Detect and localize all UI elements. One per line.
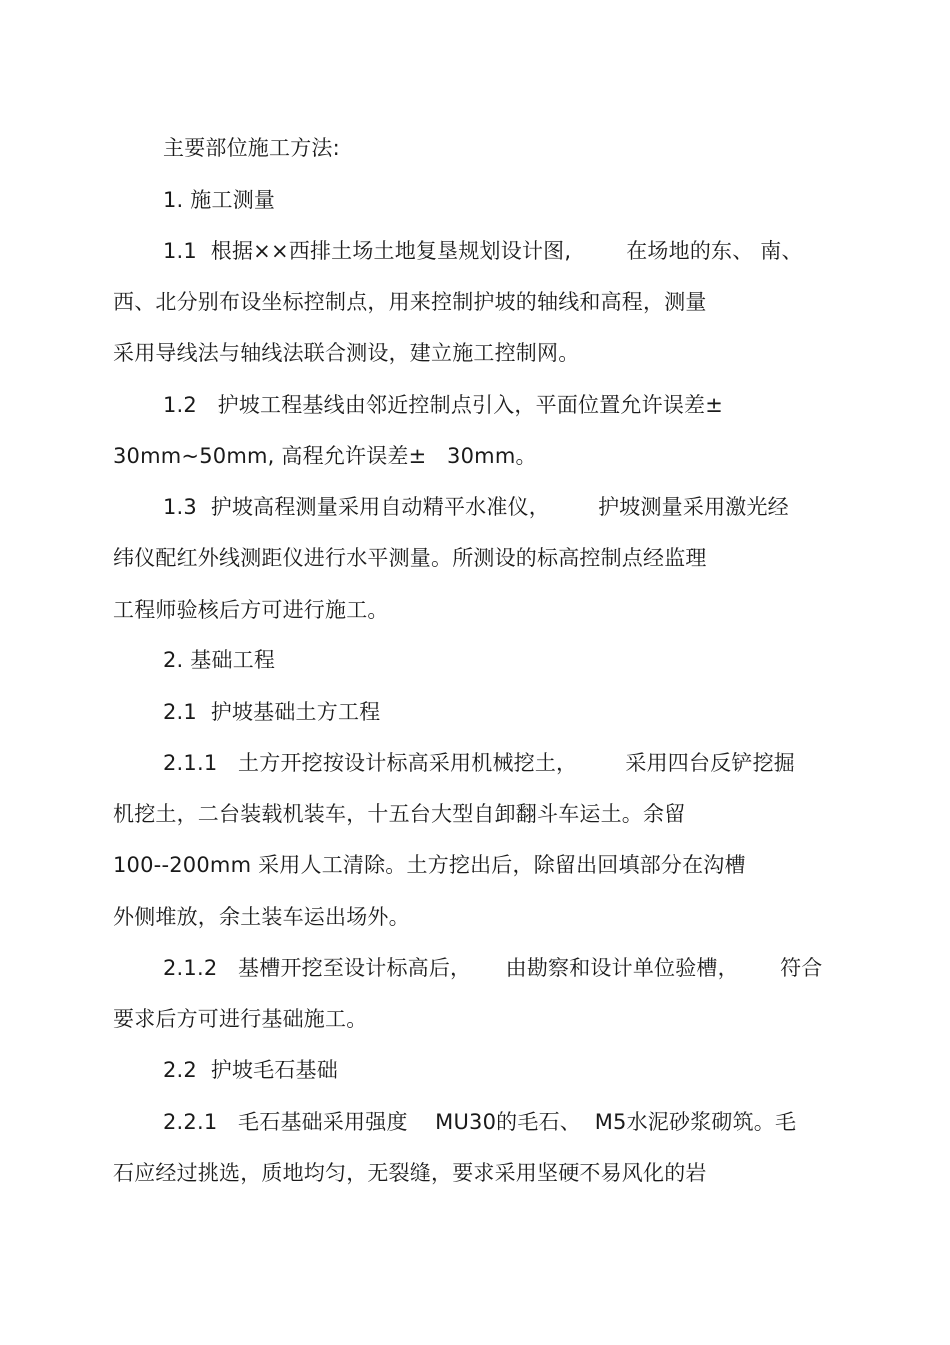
paragraph-line: 外侧堆放，余土装车运出场外。: [113, 905, 410, 929]
subheading-2-1: 2.1 护坡基础土方工程: [163, 700, 381, 724]
paragraph-line: 工程师验核后方可进行施工。: [113, 598, 389, 622]
paragraph-line: 30mm~50mm, 高程允许误差± 30mm。: [113, 444, 537, 468]
paragraph-line: 石应经过挑选，质地均匀，无裂缝，要求采用坚硬不易风化的岩: [113, 1161, 707, 1185]
heading-2-foundation: 2. 基础工程: [163, 648, 276, 672]
paragraph-line: 要求后方可进行基础施工。: [113, 1007, 368, 1031]
paragraph-line: 1.2 护坡工程基线由邻近控制点引入，平面位置允许误差±: [163, 393, 724, 417]
paragraph-line: 2.1.2 基槽开挖至设计标高后， 由勘察和设计单位验槽， 符合: [163, 956, 823, 980]
paragraph-line: 1.1 根据××西排土场土地复垦规划设计图, 在场地的东、 南、: [163, 239, 803, 263]
heading-1-survey: 1. 施工测量: [163, 188, 276, 212]
paragraph-line: 100--200mm 采用人工清除。土方挖出后，除留出回填部分在沟槽: [113, 853, 746, 877]
section-intro-heading: 主要部位施工方法:: [163, 136, 340, 160]
paragraph-line: 西、北分别布设坐标控制点，用来控制护坡的轴线和高程，测量: [113, 290, 707, 314]
subheading-2-2: 2.2 护坡毛石基础: [163, 1058, 338, 1082]
paragraph-line: 纬仪配红外线测距仪进行水平测量。所测设的标高控制点经监理: [113, 546, 707, 570]
paragraph-line: 1.3 护坡高程测量采用自动精平水准仪， 护坡测量采用激光经: [163, 495, 789, 519]
paragraph-line: 采用导线法与轴线法联合测设，建立施工控制网。: [113, 341, 580, 365]
paragraph-line: 2.1.1 土方开挖按设计标高采用机械挖土， 采用四台反铲挖掘: [163, 751, 795, 775]
paragraph-line: 2.2.1 毛石基础采用强度 MU30的毛石、 M5水泥砂浆砌筑。毛: [163, 1110, 797, 1134]
paragraph-line: 机挖土，二台装载机装车，十五台大型自卸翻斗车运土。余留: [113, 802, 686, 826]
